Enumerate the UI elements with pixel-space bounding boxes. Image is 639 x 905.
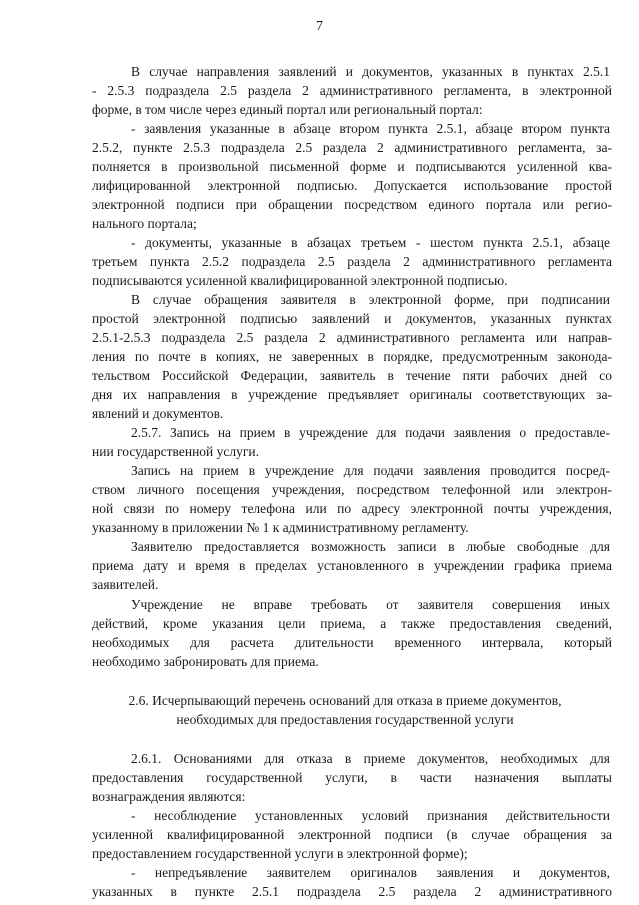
text-line: простой электронной подписью заявлений и документов, указанных пунктах <box>92 311 612 326</box>
text-line: нального портала; <box>92 216 197 231</box>
text-line: - документы, указанные в абзацах третьем - шестом пункта 2.5.1, абзаце <box>131 235 610 250</box>
text-line: лифицированной электронной подписью. Допускается использование простой <box>92 178 612 193</box>
text-line: электронной подписи при обращении посредством единого портала или регио- <box>92 197 612 212</box>
text-line: - 2.5.3 подраздела 2.5 раздела 2 административного регламента, в электронной <box>92 83 612 98</box>
text-line: Запись на прием в учреждение для подачи заявления проводится посред- <box>131 463 610 478</box>
text-line: ления по почте в копиях, не заверенных в порядке, предусмотренным законода- <box>92 349 612 364</box>
text-line: дня их направления в учреждение предъявляет оригиналы соответствующих за- <box>92 387 612 402</box>
text-line: предоставлением государственной услуги в электронной форме); <box>92 846 468 861</box>
text-line: 2.5.1-2.5.3 подраздела 2.5 раздела 2 административного регламента или направ- <box>92 330 612 345</box>
text-line: подписываются усиленной квалифицированной электронной подписью. <box>92 273 508 288</box>
text-line: форме, в том числе через единый портал или региональный портал: <box>92 102 483 117</box>
text-line: ством личного посещения учреждения, посредством телефонной или электрон- <box>92 482 612 497</box>
text-line: - непредъявление заявителем оригиналов заявления и документов, <box>131 865 610 880</box>
text-line: вознаграждения являются: <box>92 789 246 804</box>
text-line: В случае направления заявлений и документов, указанных в пунктах 2.5.1 <box>131 64 610 79</box>
text-line: необходимо забронировать для приема. <box>92 654 319 669</box>
text-line: Заявителю предоставляется возможность записи в любые свободные для <box>131 539 610 554</box>
text-line: тельством Российской Федерации, заявитель в течение пяти рабочих дней со <box>92 368 612 383</box>
text-line: полняется в произвольной письменной форме и подписываются усиленной ква- <box>92 159 612 174</box>
text-line: явлений и документов. <box>92 406 224 421</box>
text-line: - заявления указанные в абзаце втором пункта 2.5.1, абзаце втором пункта <box>131 121 610 136</box>
text-line: нии государственной услуги. <box>92 444 260 459</box>
text-line: Учреждение не вправе требовать от заявителя совершения иных <box>131 597 610 612</box>
text-line: 2.5.7. Запись на прием в учреждение для подачи заявления о предоставле- <box>131 425 610 440</box>
text-line: действий, кроме указания цели приема, а также предоставления сведений, <box>92 616 612 631</box>
text-line: необходимых для расчета длительности временного интервала, который <box>92 635 612 650</box>
text-line: предоставления государственной услуги, в части назначения выплаты <box>92 770 612 785</box>
text-line: 2.5.2, пункте 2.5.3 подраздела 2.5 раздела 2 административного регламента, за- <box>92 140 612 155</box>
text-line: 2.6.1. Основаниями для отказа в приеме документов, необходимых для <box>131 751 610 766</box>
text-line: третьем пункта 2.5.2 подраздела 2.5 раздела 2 административного регламента <box>92 254 612 269</box>
text-line: приема дату и время в пределах установленного в учреждении графика приема <box>92 558 612 573</box>
section-heading: необходимых для предоставления государственной услуги <box>176 712 514 727</box>
text-line: В случае обращения заявителя в электронной форме, при подписании <box>131 292 610 307</box>
text-line: указанных в пункте 2.5.1 подраздела 2.5 раздела 2 административного <box>92 884 612 899</box>
text-line: усиленной квалифицированной электронной подписи (в случае обращения за <box>92 827 612 842</box>
text-line: ной связи по номеру телефона или по адресу электронной почты учреждения, <box>92 501 612 516</box>
section-heading: 2.6. Исчерпывающий перечень оснований для отказа в приеме документов, <box>128 693 562 708</box>
page-number: 7 <box>316 19 323 34</box>
text-line: указанному в приложении № 1 к административному регламенту. <box>92 520 469 535</box>
text-line: заявителей. <box>92 577 159 592</box>
text-line: - несоблюдение установленных условий признания действительности <box>131 808 610 823</box>
